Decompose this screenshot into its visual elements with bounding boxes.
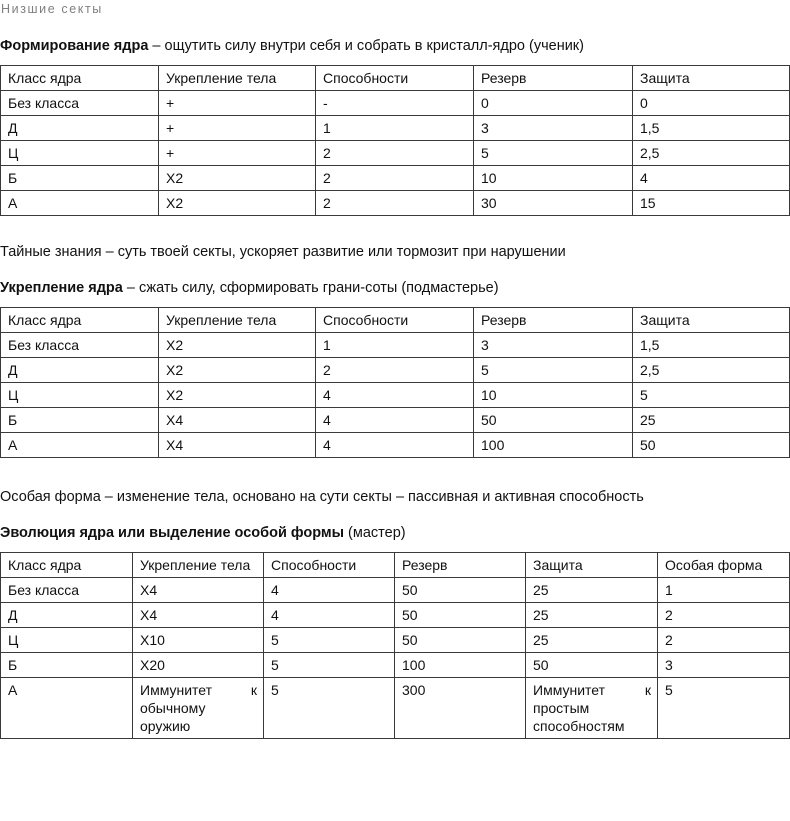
table-cell: 100: [474, 433, 633, 458]
table-cell: Б: [1, 653, 133, 678]
document-header: Низшие секты: [1, 2, 103, 16]
table-cell: 30: [474, 191, 633, 216]
table-row: [1, 383, 790, 408]
table-cell: 50: [395, 578, 526, 603]
note-special-form: Особая форма – изменение тела, основано на сути секты – пассивная и активная способность: [0, 489, 644, 505]
table-header-cell: Укрепление тела: [159, 66, 316, 91]
table-cell: Ц: [1, 141, 159, 166]
table-cell: 1: [316, 116, 474, 141]
table-row: [1, 678, 790, 739]
table-cell: 4: [316, 408, 474, 433]
table-cell: Б: [1, 408, 159, 433]
table-row: [1, 358, 790, 383]
section-1-heading-rest: – ощутить силу внутри себя и собрать в кристалл-ядро (ученик): [148, 38, 584, 54]
table-cell: Х4: [159, 433, 316, 458]
section-2-heading-bold: Укрепление ядра: [0, 280, 123, 296]
spacer-before-table-1: [0, 56, 790, 65]
table-row: [1, 603, 790, 628]
table-cell: 4: [264, 603, 395, 628]
section-1-heading: [0, 37, 790, 56]
table-cell: Х2: [159, 191, 316, 216]
table-cell: 2,5: [633, 141, 790, 166]
table-cell: 300: [395, 678, 526, 739]
table-cell: 10: [474, 166, 633, 191]
table-header-row: [1, 66, 790, 91]
table-cell: 50: [395, 628, 526, 653]
table-header-cell: Резерв: [474, 308, 633, 333]
section-1-heading-bold: Формирование ядра: [0, 38, 149, 54]
table-cell: А: [1, 191, 159, 216]
table-header-cell: Класс ядра: [1, 66, 159, 91]
table-cell: 5: [264, 653, 395, 678]
table-cell: Иммунитет к обычному оружию: [133, 678, 264, 739]
table-cell: Х2: [159, 383, 316, 408]
table-cell: 15: [633, 191, 790, 216]
table-cell: 5: [658, 678, 790, 739]
table-header-cell: Особая форма: [658, 553, 790, 578]
table-cell: Х2: [159, 358, 316, 383]
table-cell: 4: [316, 383, 474, 408]
table-evolyuciya-yadra: [0, 552, 790, 739]
table-header-cell: Способности: [316, 308, 474, 333]
table-header-row: [1, 553, 790, 578]
table-cell: 50: [526, 653, 658, 678]
table-cell: +: [159, 116, 316, 141]
table-cell: 25: [633, 408, 790, 433]
table-cell: 100: [395, 653, 526, 678]
table-cell: 2: [658, 628, 790, 653]
table-cell: 5: [264, 678, 395, 739]
spacer-after-note-1: [0, 262, 790, 279]
table-cell: Ц: [1, 628, 133, 653]
table-row: [1, 653, 790, 678]
table-cell: 1: [658, 578, 790, 603]
table-cell: А: [1, 678, 133, 739]
table-row: [1, 116, 790, 141]
section-3-heading-bold: Эволюция ядра или выделение особой формы: [0, 525, 345, 541]
table-cell: 5: [474, 358, 633, 383]
note-secret-knowledge: Тайные знания – суть твоей секты, ускоряет развитие или тормозит при нарушении: [0, 244, 566, 260]
table-header-cell: Класс ядра: [1, 308, 159, 333]
table-row: [1, 628, 790, 653]
table-cell: 0: [474, 91, 633, 116]
table-cell: 2,5: [633, 358, 790, 383]
table-cell: +: [159, 91, 316, 116]
section-3-heading: [0, 524, 790, 543]
table-cell: 3: [474, 116, 633, 141]
table-header-row: [1, 308, 790, 333]
table-header-cell: Резерв: [474, 66, 633, 91]
table-cell: 2: [316, 358, 474, 383]
table-cell: Ц: [1, 383, 159, 408]
table-cell: 3: [658, 653, 790, 678]
table-cell: 25: [526, 578, 658, 603]
table-formirovanie-yadra: [0, 65, 790, 216]
table-row: [1, 333, 790, 358]
table-cell: 2: [316, 166, 474, 191]
table-row: [1, 191, 790, 216]
table-header-cell: Укрепление тела: [159, 308, 316, 333]
table-row: [1, 166, 790, 191]
table-cell: 50: [474, 408, 633, 433]
table-cell: Х2: [159, 166, 316, 191]
table-cell: Х20: [133, 653, 264, 678]
table-row: [1, 433, 790, 458]
table-cell: Б: [1, 166, 159, 191]
table-cell: -: [316, 91, 474, 116]
table-row: [1, 91, 790, 116]
table-row: [1, 141, 790, 166]
spacer-after-table-2: [0, 458, 790, 488]
table-cell: Х2: [159, 333, 316, 358]
section-2-heading-rest: – сжать силу, сформировать грани-соты (подмастерье): [122, 280, 499, 296]
table-cell: Иммунитет к простым способностям: [526, 678, 658, 739]
table-cell: 50: [633, 433, 790, 458]
table-header-cell: Способности: [264, 553, 395, 578]
table-cell: 3: [474, 333, 633, 358]
table-row: [1, 408, 790, 433]
section-3-heading-rest: (мастер): [344, 525, 406, 541]
table-cell: Д: [1, 116, 159, 141]
table-cell: 2: [316, 191, 474, 216]
table-cell: Х4: [133, 603, 264, 628]
table-row: [1, 578, 790, 603]
table-cell: 50: [395, 603, 526, 628]
spacer-before-table-3: [0, 543, 790, 552]
spacer-after-note-2: [0, 507, 790, 524]
table-cell: Д: [1, 603, 133, 628]
table-cell: 4: [264, 578, 395, 603]
table-ukreplenie-yadra: [0, 307, 790, 458]
table-cell: Х4: [133, 578, 264, 603]
table-cell: 25: [526, 628, 658, 653]
table-cell: 1: [316, 333, 474, 358]
table-header-cell: Класс ядра: [1, 553, 133, 578]
table-cell: Д: [1, 358, 159, 383]
table-cell: 2: [658, 603, 790, 628]
table-header-cell: Защита: [633, 66, 790, 91]
table-header-cell: Укрепление тела: [133, 553, 264, 578]
table-header-cell: Защита: [526, 553, 658, 578]
table-cell: Х4: [159, 408, 316, 433]
table-cell: 0: [633, 91, 790, 116]
table-cell: 1,5: [633, 333, 790, 358]
table-header-cell: Резерв: [395, 553, 526, 578]
table-cell: 25: [526, 603, 658, 628]
table-cell: 5: [633, 383, 790, 408]
table-cell: Х10: [133, 628, 264, 653]
table-header-cell: Защита: [633, 308, 790, 333]
table-cell: +: [159, 141, 316, 166]
table-cell: 5: [474, 141, 633, 166]
table-cell: Без класса: [1, 578, 133, 603]
table-cell: А: [1, 433, 159, 458]
spacer-after-header: [0, 17, 790, 37]
table-cell: 4: [633, 166, 790, 191]
table-cell: Без класса: [1, 333, 159, 358]
table-cell: Без класса: [1, 91, 159, 116]
table-header-cell: Способности: [316, 66, 474, 91]
spacer-before-table-2: [0, 298, 790, 307]
table-cell: 10: [474, 383, 633, 408]
section-2-heading: [0, 279, 790, 298]
table-cell: 2: [316, 141, 474, 166]
table-cell: 5: [264, 628, 395, 653]
table-cell: 4: [316, 433, 474, 458]
spacer-after-table-1: [0, 216, 790, 243]
table-cell: 1,5: [633, 116, 790, 141]
